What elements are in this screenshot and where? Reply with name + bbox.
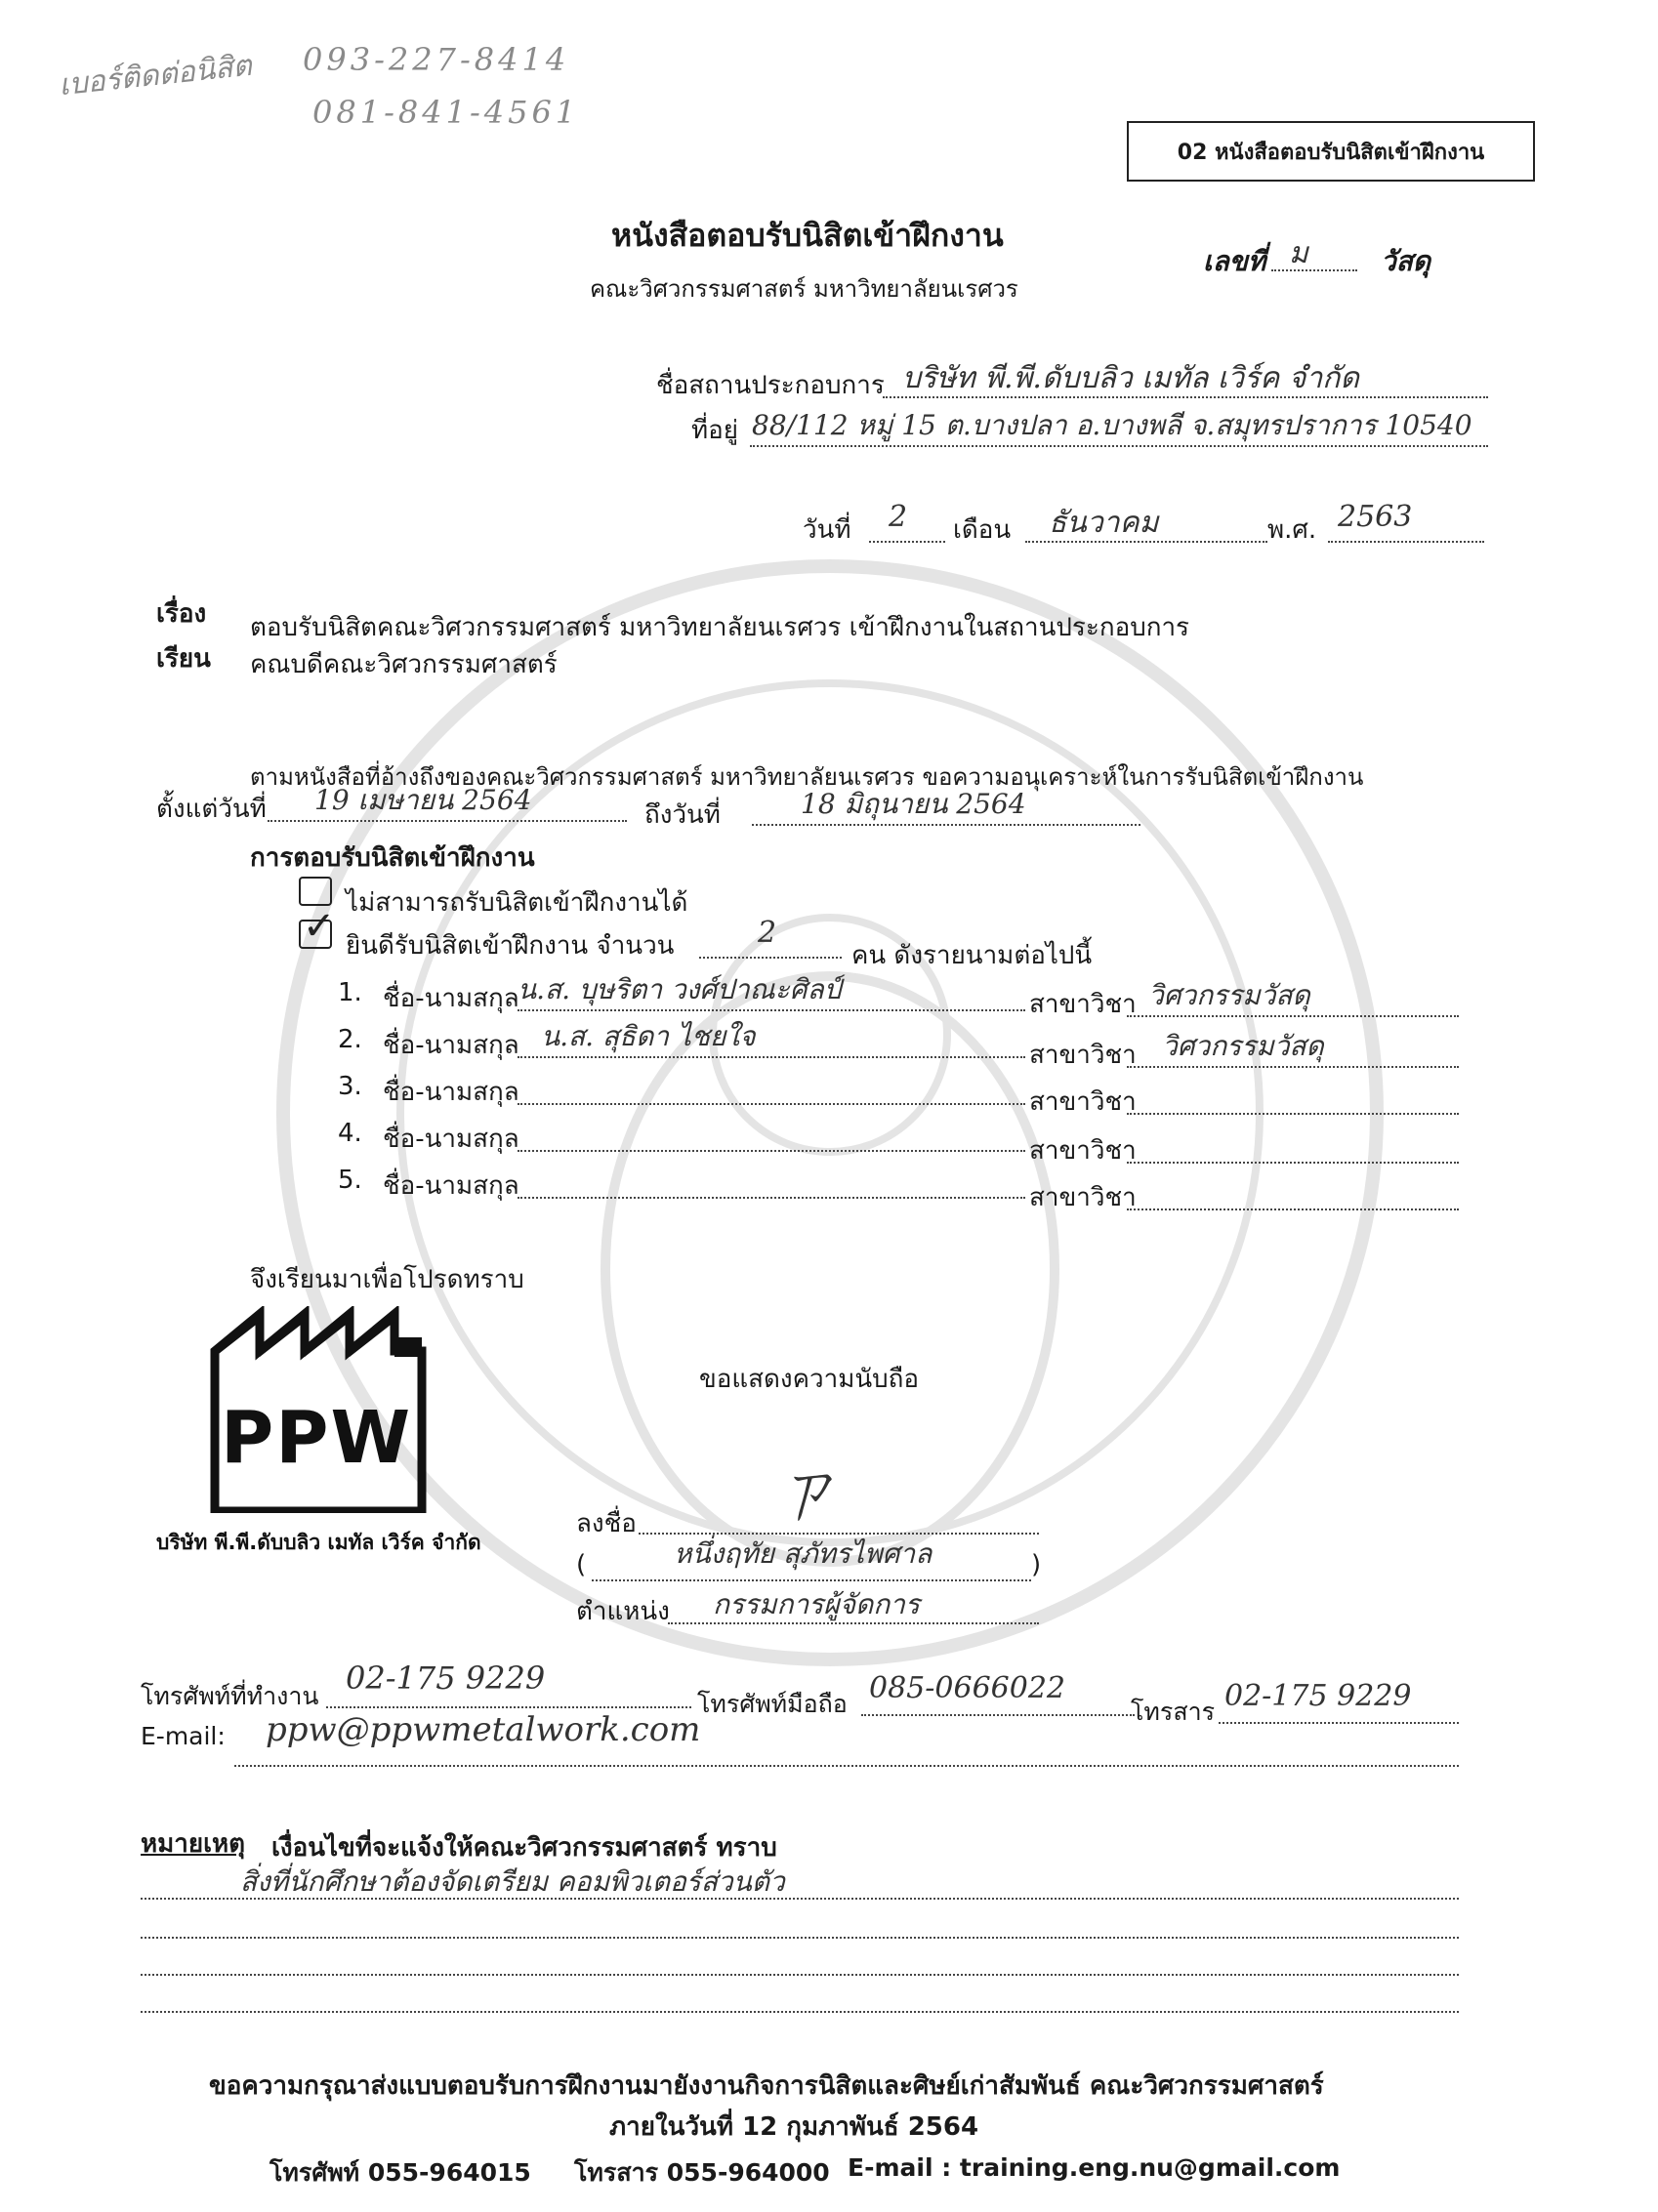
remarks-value: สิ่งที่นักศึกษาต้องจัดเตรียม คอมพิวเตอร์ส่วนตัว xyxy=(240,1865,785,1898)
fax-label: โทรสาร xyxy=(1131,1698,1216,1726)
ppw-logo-text: PPW xyxy=(221,1396,413,1480)
student-major-value: วิศวกรรมวัสดุ xyxy=(1148,979,1310,1011)
accept-option-label: ยินดีรับนิสิตเข้าฝึกงาน จำนวน xyxy=(346,931,675,961)
signer-name: หนึ่งฤทัย สุภัทรไพศาล xyxy=(674,1537,933,1570)
student-major-label: สาขาวิชา xyxy=(1029,1041,1137,1070)
student-count-suffix: คน ดังรายนามต่อไปนี้ xyxy=(851,941,1093,970)
signer-paren-close: ) xyxy=(1031,1550,1042,1579)
office-phone-label: โทรศัพท์ที่ทำงาน xyxy=(141,1682,319,1710)
footer-line-1: ขอความกรุณาส่งแบบตอบรับการฝึกงานมายังงานกิจการนิสิตและศิษย์เก่าสัมพันธ์ คณะวิศวกรรมศาสตร์ xyxy=(209,2071,1324,2101)
date-day-value: 2 xyxy=(889,500,908,534)
period-from-label: ตั้งแต่วันที่ xyxy=(156,795,267,824)
position-value: กรรมการผู้จัดการ xyxy=(713,1588,920,1620)
student-row-number: 3. xyxy=(338,1072,362,1101)
number-department: วัสดุ xyxy=(1381,245,1430,277)
period-from-value: 19 เมษายน 2564 xyxy=(314,784,532,816)
student-major-value: วิศวกรรมวัสดุ xyxy=(1162,1030,1324,1062)
footer-line-2: ภายในวันที่ 12 กุมภาพันธ์ 2564 xyxy=(609,2112,979,2142)
date-day-label: วันที่ xyxy=(803,515,851,545)
subject-text: ตอบรับนิสิตคณะวิศวกรรมศาสตร์ มหาวิทยาลัยนเรศวร เข้าฝึกงานในสถานประกอบการ xyxy=(250,613,1190,642)
student-name-label: ชื่อ-นามสกุล xyxy=(383,984,519,1013)
document-title: หนังสือตอบรับนิสิตเข้าฝึกงาน xyxy=(611,217,1004,254)
remarks-text: เงื่อนไขที่จะแจ้งให้คณะวิศวกรรมศาสตร์ ทราบ xyxy=(271,1833,777,1863)
mobile-label: โทรศัพท์มือถือ xyxy=(697,1690,848,1718)
company-name-label: ชื่อสถานประกอบการ xyxy=(656,371,885,400)
student-name-label: ชื่อ-นามสกุล xyxy=(383,1031,519,1060)
student-major-label: สาขาวิชา xyxy=(1029,990,1137,1019)
email-value: ppw@ppwmetalwork.com xyxy=(266,1710,701,1749)
reject-checkbox[interactable] xyxy=(299,877,332,906)
signer-paren-open: ( xyxy=(576,1550,587,1579)
footer-phone: โทรศัพท์ 055-964015 xyxy=(269,2158,531,2187)
student-major-label: สาขาวิชา xyxy=(1029,1183,1137,1212)
student-major-label: สาขาวิชา xyxy=(1029,1136,1137,1166)
date-month-label: เดือน xyxy=(953,515,1012,545)
period-to-label: ถึงวันที่ xyxy=(644,800,721,830)
footer-email: E-mail : training.eng.nu@gmail.com xyxy=(848,2153,1341,2182)
acceptance-heading: การตอบรับนิสิตเข้าฝึกงาน xyxy=(250,843,535,873)
student-phone-1: 093-227-8414 xyxy=(303,41,570,78)
student-name-value: น.ส. บุษริตา วงศ์ปาณะศิลป์ xyxy=(518,973,842,1005)
subject-label: เรื่อง xyxy=(156,599,207,629)
number-value: ม xyxy=(1289,236,1308,270)
student-row-number: 2. xyxy=(338,1025,362,1054)
period-to-value: 18 มิถุนายน 2564 xyxy=(801,788,1026,820)
student-count-value: 2 xyxy=(758,916,777,950)
body-line-1: ตามหนังสือที่อ้างถึงของคณะวิศวกรรมศาสตร์ มหาวิทยาลัยนเรศวร ขอความอนุเคราะห์ในการรับนิสิตเข้าฝึกงาน xyxy=(250,763,1364,791)
remarks-label: หมายเหตุ xyxy=(141,1829,246,1859)
student-name-label: ชื่อ-นามสกุล xyxy=(383,1078,519,1107)
company-address-value: 88/112 หมู่ 15 ต.บางปลา อ.บางพลี จ.สมุทรปราการ 10540 xyxy=(752,409,1472,441)
contact-label-handwritten: เบอร์ติดต่อนิสิต xyxy=(57,48,254,103)
student-row-number: 5. xyxy=(338,1166,362,1195)
student-name-label: ชื่อ-นามสกุล xyxy=(383,1125,519,1154)
office-phone-value: 02-175 9229 xyxy=(346,1659,546,1697)
date-year-label: พ.ศ. xyxy=(1267,515,1317,545)
accept-check-mark: ✓ xyxy=(303,904,336,949)
reject-option-label: ไม่สามารถรับนิสิตเข้าฝึกงานได้ xyxy=(346,888,688,918)
student-name-label: ชื่อ-นามสกุล xyxy=(383,1171,519,1201)
signature-mark: ㄗ xyxy=(767,1451,839,1533)
student-row-number: 1. xyxy=(338,978,362,1007)
mobile-value: 085-0666022 xyxy=(869,1671,1066,1705)
position-label: ตำแหน่ง xyxy=(576,1597,670,1626)
stamp-company-caption: บริษัท พี.พี.ดับบลิว เมทัล เวิร์ค จำกัด xyxy=(156,1531,481,1554)
student-major-label: สาขาวิชา xyxy=(1029,1087,1137,1117)
date-month-value: ธันวาคม xyxy=(1049,506,1159,540)
closing-line: จึงเรียนมาเพื่อโปรดทราบ xyxy=(250,1265,524,1294)
form-code: 02 หนังสือตอบรับนิสิตเข้าฝึกงาน xyxy=(1177,141,1485,165)
email-label: E-mail: xyxy=(141,1722,226,1750)
footer-fax: โทรสาร 055-964000 xyxy=(574,2158,830,2187)
student-row-number: 4. xyxy=(338,1119,362,1148)
recipient-text: คณบดีคณะวิศวกรรมศาสตร์ xyxy=(250,650,558,679)
company-name-value: บริษัท พี.พี.ดับบลิว เมทัล เวิร์ค จำกัด xyxy=(902,361,1359,395)
student-name-value: น.ส. สุธิดา ไชยใจ xyxy=(541,1020,756,1052)
fax-value: 02-175 9229 xyxy=(1224,1679,1412,1713)
number-label: เลขที่ xyxy=(1203,245,1266,277)
regards: ขอแสดงความนับถือ xyxy=(699,1365,919,1394)
recipient-label: เรียน xyxy=(156,644,211,674)
sign-label: ลงชื่อ xyxy=(576,1509,637,1538)
date-year-value: 2563 xyxy=(1338,500,1413,534)
student-phone-2: 081-841-4561 xyxy=(312,94,580,131)
faculty-name: คณะวิศวกรรมศาสตร์ มหาวิทยาลัยนเรศวร xyxy=(590,275,1018,303)
company-address-label: ที่อยู่ xyxy=(691,416,738,445)
